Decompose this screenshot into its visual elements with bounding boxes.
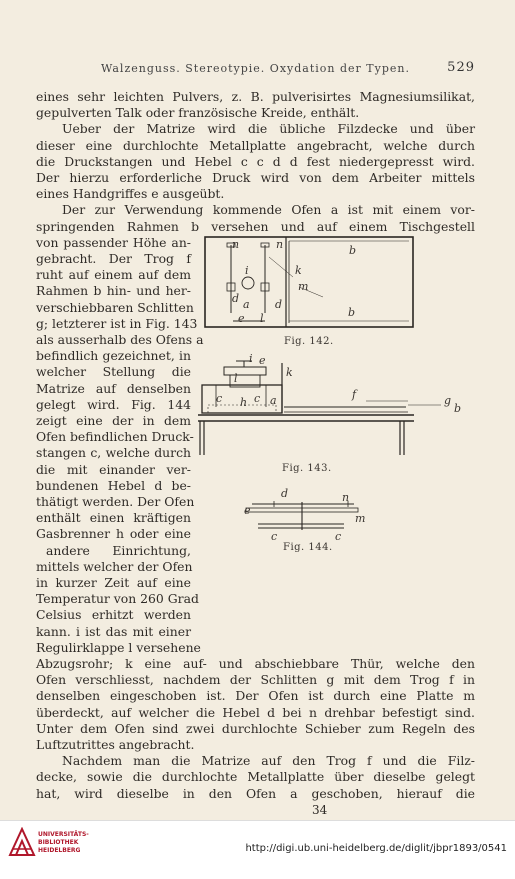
text-line: überdeckt, auf welcher die Hebel d bei n drehbar befestigt sind. [36,704,475,720]
text-line: thätigt werden. Der Ofen [36,494,195,509]
figure-143-label: g [444,394,452,407]
text-line: ruht auf einem auf dem [36,267,191,283]
text-line: andere Einrichtung, [46,542,191,558]
figure-143-label: i [249,352,254,365]
text-line: Ofen verschliesst, nachdem der Schlitten g mit dem Trog f in [36,672,475,688]
figure-142-label: b [348,306,356,319]
figure-142-label: k [295,264,303,277]
figure-142-label: a [243,298,251,311]
page-number: 529 [447,60,475,75]
text-line: Celsius erhitzt werden [36,607,191,623]
figure-142-label: l [260,312,265,325]
library-name-text: UNIVERSITÄTS- BIBLIOTHEK HEIDELBERG [38,831,89,854]
text-line: denselben eingeschoben ist. Der Ofen ist durch eine Platte m [36,688,475,704]
figure-142-label: b [349,244,357,257]
text-line: gebracht. Der Trog f [36,251,191,266]
figure-143-label: k [286,366,294,379]
text-line: verschiebbaren Schlitten [36,299,194,315]
university-library-logo-icon [8,827,36,857]
figure-143-label: a [270,394,278,407]
text-line: g; letzterer ist in Fig. 143 [36,315,198,331]
text-line: Unter dem Ofen sind zwei durchlochte Schieber zum Regeln des [36,720,475,736]
figure-144-label: m [355,512,366,525]
figure-142-label: m [298,280,309,293]
text-line: stangen c, welche durch [36,445,191,461]
figure-142-caption: Fig. 142. [284,336,334,347]
figure-142-label: d [232,292,240,305]
text-line: decke, sowie die durchlochte Metallplatte über dieselbe gelegt [36,769,475,785]
figure-143-label: f [352,388,357,401]
text-line: Der hierzu erforderliche Druck wird von dem Arbeiter mittels [36,170,475,185]
figure-143-label: c [254,392,261,405]
figure-144-caption: Fig. 144. [283,542,333,553]
text-line: bundenen Hebel d be- [36,477,191,493]
text-line: Gasbrenner h oder eine [36,526,191,542]
text-line: Matrize auf denselben [36,380,191,396]
text-line: Abzugsrohr; k eine auf- und abschiebbare Thür, welche den [36,656,475,671]
text-line: von passender Höhe an- [36,234,191,250]
text-line: gepulverten Talk oder französische Kreide, enthält. [36,105,360,121]
library-name [38,831,89,855]
text-line: eines sehr leichten Pulvers, z. B. pulverisirtes Magnesiumsilikat, [36,89,475,104]
text-line: Temperatur von 260 Grad [36,591,199,607]
text-line: Ueber der Matrize wird die übliche Filzdecke und über [62,121,475,137]
text-line: mittels welcher der Ofen [36,558,193,574]
text-line: Nachdem man die Matrize auf den Trog f und die Filz- [62,753,475,769]
text-line: Rahmen b hin- und her- [36,283,191,299]
figure-142-label: d [275,298,283,311]
figure-143-drawing [196,355,476,460]
text-line: enthält einen kräftigen [36,510,191,526]
permalink-url[interactable]: http://digi.ub.uni-heidelberg.de/diglit/jbpr1893/0541 [245,843,507,854]
text-line: gelegt wird. Fig. 144 [36,396,191,412]
figure-144-label: n [342,491,350,504]
figure-143-label: b [454,402,462,415]
figure-142-label: n [276,238,284,251]
figure-143-label: c [216,392,223,405]
text-line: die Druckstangen und Hebel c c d d fest niedergepresst wird. [36,153,475,169]
figure-143-caption: Fig. 143. [282,463,332,474]
figure-143-label: h [240,396,248,409]
figure-142-label: i [245,264,250,277]
figure-143-label: e [259,354,267,367]
text-line: springenden Rahmen b versehen und auf einem Tischgestell [36,218,475,234]
figure-142-label: e [238,312,246,325]
running-title: Walzenguss. Stereotypie. Oxydation der Typen. [101,62,410,75]
figure-144-label: d [281,487,289,500]
text-line: Regulirklappe l versehene [36,639,201,655]
running-header [36,62,475,78]
text-line: dieser eine durchlochte Metallplatte angebracht, welche durch [36,137,475,153]
figure-142-label: n [232,238,240,251]
text-line: zeigt eine der in dem [36,413,191,428]
figure-144-label: c [271,530,278,543]
text-line: eines Handgriffes e ausgeübt. [36,186,225,202]
text-line: kann. i ist das mit einer [36,623,191,639]
signature-mark: 34 [312,803,328,817]
text-line: befindlich gezeichnet, in [36,348,191,364]
figure-143-label: l [234,372,239,385]
text-line: Der zur Verwendung kommende Ofen a ist mit einem vor- [62,202,475,218]
viewer-footer [0,820,515,879]
text-line: Luftzutrittes angebracht. [36,737,195,752]
text-line: welcher Stellung die [36,364,191,380]
text-line: hat, wird dieselbe in den Ofen a geschoben, hierauf die [36,785,475,801]
text-line: in kurzer Zeit auf eine [36,575,191,590]
text-line: Ofen befindlichen Druck- [36,429,194,445]
text-line: als ausserhalb des Ofens a [36,332,204,347]
text-line: die mit einander ver- [36,461,191,477]
figure-144-label: e [244,504,252,517]
figure-144-label: c [335,530,342,543]
